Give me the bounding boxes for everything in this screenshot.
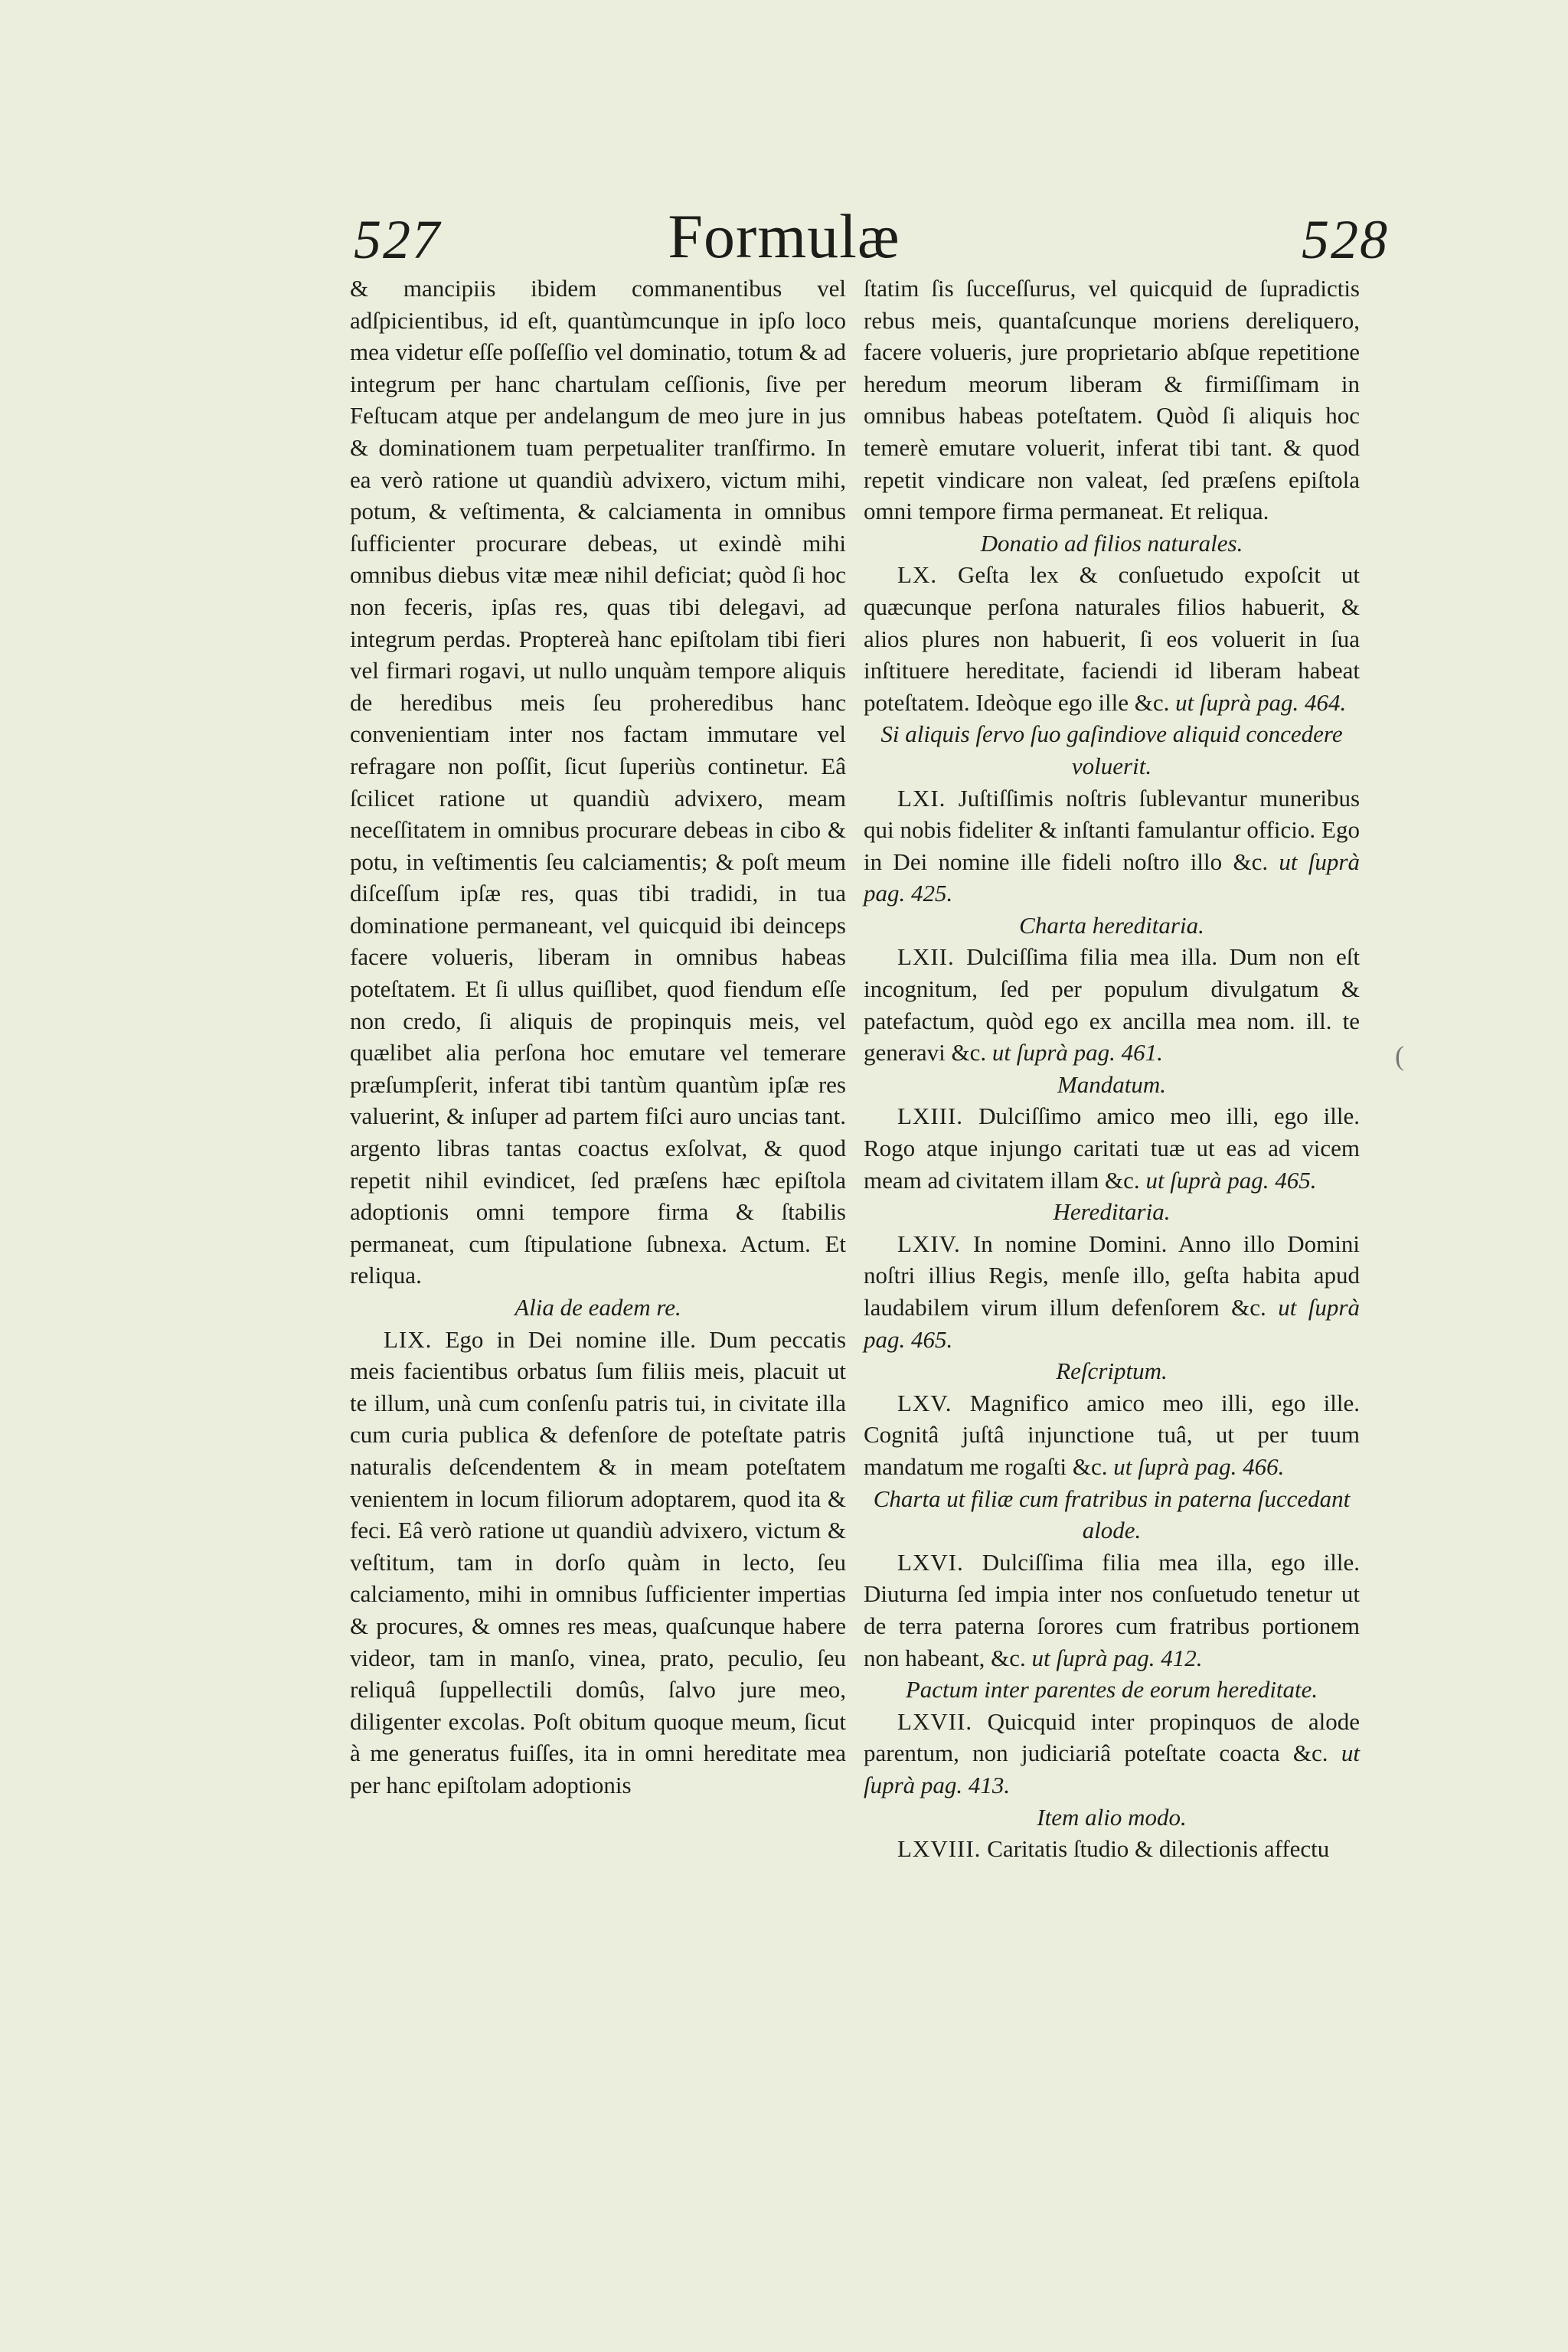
formula-number: LX. [897, 561, 938, 589]
formula-text: Caritatis ſtudio & dilectionis affectu [987, 1835, 1330, 1863]
formula-text: Dulciſſima filia mea illa, ego ille. Diuturna ſed impia inter nos conſuetudo tenetur ut de terra paterna ſorores cum fratribus portionem non habeant, &c. [864, 1548, 1360, 1671]
right-paragraph-1: ſtatim ſis ſucceſſurus, vel quicquid de ſupradictis rebus meis, quantaſcunque moriens dereliquero, facere volueris, jure proprietario abſque repetitione heredum meorum liberam & firmiſſimam in omnibus habeas poteſtatem. Quòd ſi aliquis hoc temerè emutare voluerit, inferat tibi tant. & quod repetit vindicare non valeat, ſed præſens epiſtola omni tempore firma permaneat. Et reliqua. [864, 275, 1360, 525]
formula-text: Magnifico amico meo illi, ego ille. Cognitâ juſtâ injunctione tuâ, ut per tuum mandatum me rogaſti &c. [864, 1389, 1360, 1480]
formula-text: Ego in Dei nomine ille. Dum peccatis meis facientibus orbatus ſum filiis meis, placuit ut te illum, unà cum conſenſu patris tui, in civitate illa cum curia publica & defenſore de poteſtate patris naturalis deſcendentem & in meam poteſtatem venientem in locum filiorum adoptarem, quod ita & feci. Eâ verò ratione ut quandiù advixero, victum & veſtitum, tam in dorſo quàm in lecto, ſeu calciamento, mihi in omnibus ſufficienter impertias & procures, & omnes res meas, quaſcunque habere videor, tam in manſo, vinea, prato, peculio, ſeu reliquâ ſuppellectili domûs, ſalvo jure meo, diligenter excolas. Poſt obitum quoque meum, ſicut à me generatus fuiſſes, ita in omni hereditate mea per hanc epiſtolam adoptionis [350, 1325, 847, 1798]
formula-number: LXII. [897, 943, 955, 971]
formula-lxviii [864, 1833, 1360, 1865]
formula-lxii [864, 941, 1360, 1068]
section-heading-lxv: Reſcriptum. [1056, 1357, 1168, 1385]
cross-reference: ut ſuprà pag. 465. [1145, 1166, 1317, 1194]
section-heading-lxi: Si aliquis ſervo ſuo gaſindiove aliquid concedere voluerit. [880, 720, 1343, 779]
formula-number: LXIII. [897, 1102, 964, 1130]
section-heading-lx: Donatio ad filios naturales. [980, 529, 1243, 557]
cross-reference: ut ſuprà pag. 425. [864, 848, 1360, 907]
cross-reference: ut ſuprà pag. 466. [1113, 1452, 1285, 1480]
formula-text: Juſtiſſimis noſtris ſublevantur muneribus qui nobis fideliter & inſtanti famulantur officio. Ego in Dei nomine ille fideli noſtro illo &c. [864, 784, 1361, 875]
cross-reference: ut ſuprà pag. 465. [864, 1294, 1360, 1353]
section-heading-lxvi: Charta ut filiæ cum fratribus in paterna ſuccedant alode. [873, 1485, 1351, 1544]
formula-lxi [864, 782, 1360, 910]
formula-text: Dulciſſimo amico meo illi, ego ille. Rogo atque injungo caritati tuæ ut eas ad vicem meam ad civitatem illam &c. [864, 1102, 1361, 1194]
formula-lx [864, 559, 1360, 718]
section-heading-lxiii: Mandatum. [1057, 1070, 1167, 1098]
formula-text: Dulciſſima filia mea illa. Dum non eſt incognitum, ſed per populum divulgatum & patefactum, quòd ego ex ancilla mea nom. ill. te generavi &c. [864, 943, 1361, 1067]
formula-lxvi [864, 1547, 1360, 1674]
right-column [864, 273, 1360, 1865]
formula-number: LXVII. [897, 1707, 973, 1735]
section-heading-lxvii: Pactum inter parentes de eorum hereditate. [905, 1676, 1318, 1704]
left-page-number: 527 [354, 209, 441, 270]
cross-reference: ut ſuprà pag. 464. [1175, 688, 1347, 716]
formula-lxv [864, 1387, 1360, 1483]
right-page-number: 528 [1302, 209, 1389, 270]
formula-number: LXIV. [897, 1230, 961, 1257]
formula-number: LXVIII. [897, 1835, 982, 1863]
section-heading-lxiv: Hereditaria. [1053, 1198, 1171, 1226]
margin-mark: ( [1395, 1040, 1404, 1071]
formula-text: Quicquid inter propinquos de alode parentum, non judiciariâ poteſtate coacta &c. [864, 1707, 1360, 1767]
cross-reference: ut ſuprà pag. 413. [864, 1740, 1361, 1798]
section-heading-lxviii: Item alio modo. [1037, 1803, 1187, 1831]
formula-number: LXVI. [897, 1548, 964, 1576]
left-paragraph-lix [350, 1324, 846, 1802]
formula-lxiii [864, 1100, 1360, 1196]
left-column [350, 273, 846, 1802]
left-paragraph-1: & mancipiis ibidem commanentibus vel adſpicientibus, id eſt, quantùmcunque in ipſo loco mea videtur eſſe poſſeſſio vel dominatio, totum & ad integrum per hanc chartulam ceſſionis, ſive per Feſtucam atque per andelangum de meo jure in jus & dominationem tuam perpetualiter tranſfirmo. In ea verò ratione ut quandiù advixero, victum mihi, potum, & veſtimenta, & calciamenta in omnibus ſufficienter procurare debeas, ut exindè mihi omnibus diebus vitæ meæ nihil deficiat; quòd ſi hoc non feceris, ipſas res, quas tibi delegavi, ad integrum perdas. Proptereà hanc epiſtolam tibi fieri vel firmari rogavi, ut nullo unquàm tempore aliquis de heredibus meis ſeu proheredibus hanc convenientiam inter nos factam immutare vel refragare non poſſit, ſicut ſuperiùs continetur. Eâ ſcilicet ratione ut quandiù advixero, meam neceſſitatem in omnibus procurare debeas in cibo & potu, in veſtimentis ſeu calciamentis; & poſt meum diſceſſum ipſæ res, quas tibi tradidi, in tua dominatione permaneant, vel quicquid ibi deinceps facere volueris, liberam in omnibus habeas poteſtatem. Et ſi ullus quiſlibet, quod fiendum eſſe non credo, ſi aliquis de propinquis meis, vel quælibet alia perſona hoc emutare vel temerare præſumpſerit, inferat tibi tantùm quantùm ipſæ res valuerint, & inſuper ad partem fiſci auro uncias tant. argento libras tantas coactus exſolvat, & quod repetit nihil evindicet, ſed præſens hæc epiſtola adoptionis omni tempore firma & ſtabilis permaneat, cum ſtipulatione ſubnexa. Actum. Et reliqua. [350, 275, 846, 1289]
formula-number: LIX. [384, 1325, 433, 1353]
formula-number: LXV. [897, 1389, 952, 1416]
formula-text: In nomine Domini. Anno illo Domini noſtri illius Regis, menſe illo, geſta habita apud laudabilem virum illum defenſorem &c. [864, 1230, 1361, 1321]
formula-number: LXI. [897, 784, 946, 812]
formula-lxvii [864, 1706, 1360, 1802]
section-heading-lxii: Charta hereditaria. [1019, 911, 1204, 939]
section-heading-lix: Alia de eadem re. [514, 1294, 681, 1321]
formula-text: Geſta lex & conſuetudo expoſcit ut quæcunque perſona naturales filios habuerit, & alios plures non habuerit, ſi eos voluerit in ſua inſtituere hereditate, faciendi id liberam habeat poteſtatem. Ideòque ego ille &c. [864, 561, 1360, 716]
cross-reference: ut ſuprà pag. 461. [991, 1039, 1163, 1067]
running-title: Formulæ [668, 201, 900, 271]
cross-reference: ut ſuprà pag. 412. [1031, 1644, 1203, 1671]
formula-lxiv [864, 1228, 1360, 1355]
